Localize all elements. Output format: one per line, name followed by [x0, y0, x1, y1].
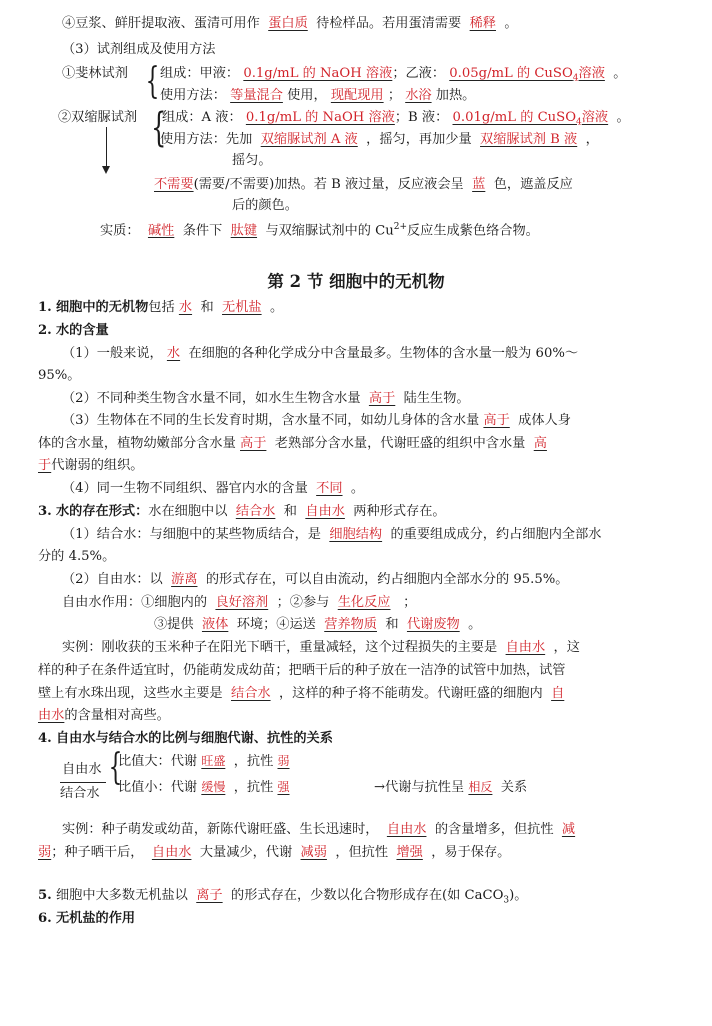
answer-blank: 高于: [240, 436, 267, 451]
answer-blank: 液体: [201, 617, 229, 632]
question-2-3-cont: 体的含水量，植物幼嫩部分含水量 高于 老熟部分含水量，代谢旺盛的组织中含水量 高: [38, 436, 547, 451]
answer-blank: 生化反应: [337, 595, 391, 610]
answer-blank: 离子: [196, 888, 223, 903]
answer-blank: 于: [38, 458, 52, 473]
answer-blank: 现配现用: [330, 88, 384, 103]
down-arrowhead-icon: [102, 166, 110, 174]
answer-blank: 弱: [277, 754, 290, 768]
answer-blank: 双缩脲试剂 A 液: [260, 132, 358, 147]
question-5: 5. 细胞中大多数无机盐以 离子 的形式存在，少数以化合物形成存在(如 CaCO$_3$)。: [38, 888, 528, 906]
free-water-functions-cont: ③提供 液体 环境；④运送 营养物质 和 代谢废物 。: [154, 617, 482, 632]
fraction-numerator: 自由水: [62, 762, 102, 777]
answer-blank: 蓝: [472, 177, 486, 192]
biuret-usage: 使用方法：先加 双缩脲试剂 A 液 ，摇匀，再加少量 双缩脲试剂 B 液 ，: [160, 132, 599, 147]
answer-blank: 高于: [483, 413, 510, 428]
example-seed-drying-cont3: 由水的含量相对高些。: [38, 708, 170, 723]
question-6-heading: 6. 无机盐的作用: [38, 911, 136, 926]
answer-blank: 营养物质: [324, 617, 377, 632]
fehling-composition: 组成：甲液： 0.1g/mL 的 NaOH 溶液；乙液： 0.05g/mL 的 CuSO$_4$溶液 。: [160, 66, 627, 84]
fehling-reagent-label: ①斐林试剂: [62, 66, 128, 81]
answer-blank: 高于: [368, 391, 396, 406]
answer-blank: 自: [551, 686, 565, 701]
answer-blank: 结合水: [235, 504, 276, 519]
answer-blank: 碱性: [147, 223, 175, 239]
example-germination-cont: 弱；种子晒干后， 自由水 大量减少，代谢 减弱 ，但抗性 增强 ，易于保存。: [38, 845, 511, 860]
answer-blank: 水: [178, 300, 193, 315]
answer-blank: 自由水: [151, 845, 192, 860]
question-3: 3. 水的存在形式：水在细胞中以 结合水 和 自由水 两种形式存在。: [38, 504, 446, 519]
brace-icon: {: [151, 105, 167, 151]
question-2-4: （4）同一生物不同组织、器官内水的含量 不同 。: [62, 481, 365, 496]
answer-blank: 双缩脲试剂 B 液: [480, 132, 578, 147]
example-seed-drying: 实例：刚收获的玉米种子在阳光下晒干，重量减轻，这个过程损失的主要是 自由水 ，这: [62, 640, 580, 655]
answer-blank: 弱: [38, 845, 52, 860]
example-seed-drying-cont: 样的种子在条件适宜时，仍能萌发成幼苗；把晒干后的种子放在一洁净的试管中加热，试管: [38, 663, 566, 678]
question-2-3-cont2: 于代谢弱的组织。: [38, 458, 144, 473]
fraction-denominator: 结合水: [60, 786, 100, 801]
answer-blank: 自由水: [505, 640, 546, 655]
answer-blank: 增强: [396, 845, 423, 860]
answer-blank: 细胞结构: [329, 527, 383, 542]
biuret-reagent-label: ②双缩脲试剂: [58, 110, 138, 125]
question-2-2: （2）不同种类生物含水量不同，如水生生物含水量 高于 陆生生物。: [62, 391, 470, 406]
answer-blank: 0.05g/mL 的 CuSO$_4$溶液: [449, 66, 605, 84]
answer-blank: 强: [277, 780, 290, 794]
fraction-bar: [60, 782, 106, 783]
answer-blank: 无机盐: [222, 300, 262, 315]
answer-blank: 不同: [316, 481, 343, 496]
answer-blank: 良好溶剂: [215, 595, 269, 610]
question-2-1-cont: 95%。: [38, 368, 81, 383]
answer-blank: 0.01g/mL 的 CuSO$_4$溶液: [452, 110, 609, 128]
answer-blank: 等量混合: [230, 88, 283, 103]
answer-blank: 0.1g/mL 的 NaOH 溶液: [245, 110, 395, 125]
brace-icon: {: [145, 61, 160, 102]
answer-blank: 减弱: [300, 845, 327, 860]
answer-blank: 自由水: [305, 504, 345, 519]
question-3-2: （2）自由水：以 游离 的形式存在，可以自由流动，约占细胞内全部水分的 95.5%。: [62, 572, 569, 587]
fehling-usage: 使用方法： 等量混合 使用， 现配现用 ； 水浴 加热。: [160, 88, 476, 103]
question-3-1-cont: 分的 4.5%。: [38, 549, 116, 564]
answer-blank: 蛋白质: [268, 16, 308, 31]
answer-blank: 缓慢: [201, 780, 226, 794]
answer-blank: 游离: [171, 572, 198, 587]
answer-blank: 结合水: [231, 686, 271, 701]
answer-blank: 肽键: [230, 223, 258, 239]
question-4-heading: 4. 自由水与结合水的比例与细胞代谢、抗性的关系: [38, 731, 333, 746]
question-2-heading: 2. 水的含量: [38, 323, 109, 338]
biuret-heating-cont: 后的颜色。: [232, 198, 298, 213]
brace-icon: {: [108, 747, 123, 788]
ratio-low-row: 比值小：代谢 缓慢 ，抗性 强: [118, 780, 290, 795]
question-2-3: （3）生物体在不同的生长发育时期，含水量不同，如幼儿身体的含水量 高于 成体人身: [62, 413, 571, 428]
answer-blank: 由水: [38, 708, 65, 723]
down-arrow-icon: [106, 127, 107, 167]
question-3-1: （1）结合水：与细胞中的某些物质结合，是 细胞结构 的重要组成成分，约占细胞内全部水: [62, 527, 602, 542]
answer-blank: 水: [166, 346, 181, 361]
answer-blank: 不需要: [154, 177, 194, 192]
biuret-composition: 组成：A 液： 0.1g/mL 的 NaOH 溶液；B 液： 0.01g/mL 的 CuSO$_4$溶液 。: [162, 110, 630, 128]
line-sample-types: ④豆浆、鲜肝提取液、蛋清可用作 蛋白质 待检样品。若用蛋清需要 稀释 。: [62, 16, 518, 31]
free-water-functions: 自由水作用：①细胞内的 良好溶剂 ；②参与 生化反应 ；: [62, 595, 417, 610]
answer-blank: 代谢废物: [406, 617, 460, 632]
example-germination: 实例：种子萌发或幼苗，新陈代谢旺盛、生长迅速时， 自由水 的含量增多，但抗性 减: [62, 822, 576, 837]
reagent-subheading: （3）试剂组成及使用方法: [62, 42, 216, 57]
answer-blank: 相反: [468, 780, 493, 794]
reaction-essence: 实质： 碱性 条件下 肽键 与双缩脲试剂中的 $Cu^{2+}$反应生成紫色络合物。: [100, 222, 539, 239]
answer-blank: 自由水: [386, 822, 427, 837]
answer-blank: 旺盛: [201, 754, 226, 768]
section-title: 第 2 节 细胞中的无机物: [267, 272, 445, 291]
answer-blank: 0.1g/mL 的 NaOH 溶液: [243, 66, 393, 81]
question-2-1: （1）一般来说， 水 在细胞的各种化学成分中含量最多。生物体的含水量一般为 60%～: [62, 346, 579, 361]
answer-blank: 水浴: [405, 88, 432, 103]
answer-blank: 高: [533, 436, 547, 451]
example-seed-drying-cont2: 壁上有水珠出现，这些水主要是 结合水 ，这样的种子将不能萌发。代谢旺盛的细胞内 自: [38, 686, 565, 701]
answer-blank: 减: [561, 822, 576, 837]
question-1: 1. 细胞中的无机物包括 水 和 无机盐 。: [38, 300, 284, 315]
biuret-usage-cont: 摇匀。: [232, 153, 272, 168]
answer-blank: 稀释: [469, 16, 496, 31]
biuret-heating: 不需要(需要/不需要)加热。若 B 液过量，反应液会呈 蓝 色，遮盖反应: [154, 177, 573, 192]
ratio-high-row: 比值大：代谢 旺盛 ，抗性 弱: [118, 754, 290, 769]
relation-result: →代谢与抗性呈 相反 关系: [374, 780, 528, 795]
